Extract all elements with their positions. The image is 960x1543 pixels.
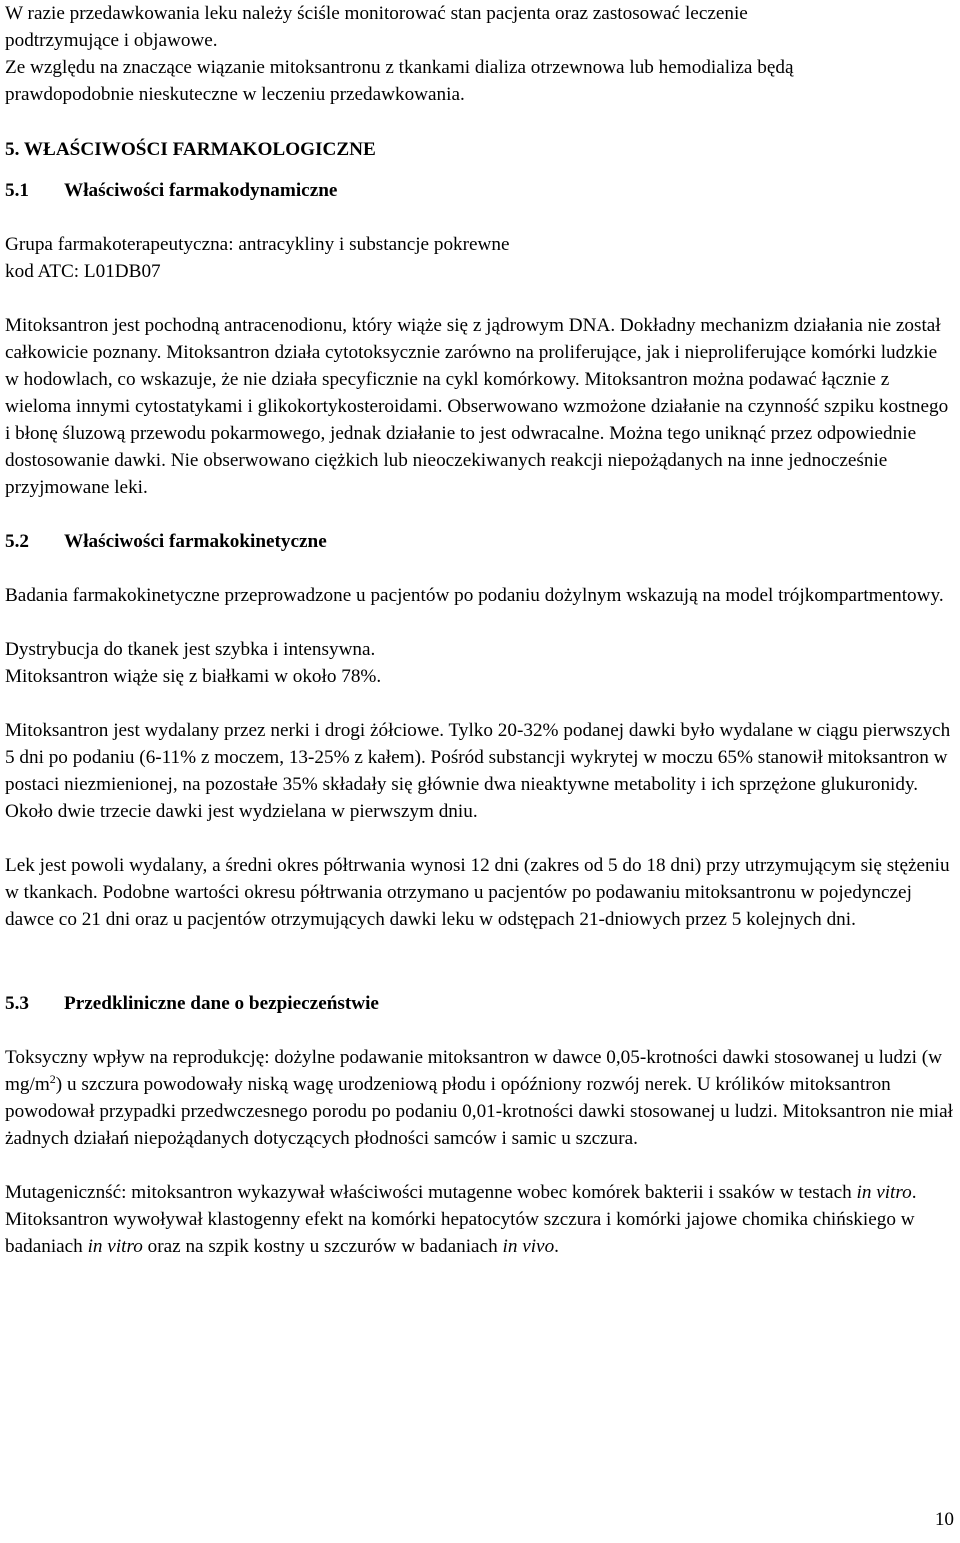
pharmacotherapeutic-group: Grupa farmakoterapeutyczna: antracykliny i substancje pokrewne (5, 234, 510, 255)
protein-binding-line: Mitoksantron wiąże się z białkami w około 78%. (5, 666, 382, 687)
section-5-heading: 5. WŁAŚCIWOŚCI FARMAKOLOGICZNE (5, 139, 376, 160)
text-run: Toksyczny wpływ na reprodukcję: dożylne podawanie mitoksantron w dawce 0,05-krotności dawki stosowanej u ludzi (w mg/m (5, 1047, 943, 1095)
section-title: Przedkliniczne dane o bezpieczeństwie (64, 993, 379, 1014)
page-number: 10 (934, 1509, 954, 1530)
section-5-3-heading (5, 990, 955, 1017)
mutagenicity-paragraph (5, 1179, 955, 1260)
pharmacokinetics-model-paragraph: Badania farmakokinetyczne przeprowadzone u pacjentów po podaniu dożylnym wskazują na model trójkompartmentowy. (5, 585, 944, 606)
spacer (5, 933, 955, 963)
text-line: podtrzymujące i objawowe. (5, 30, 218, 51)
italic-term: in vitro (856, 1182, 912, 1203)
italic-term: in vitro (87, 1236, 143, 1257)
text-line: prawdopodobnie nieskuteczne w leczeniu przedawkowania. (5, 84, 465, 105)
atc-code: kod ATC: L01DB07 (5, 261, 161, 282)
distribution-line: Dystrybucja do tkanek jest szybka i intensywna. (5, 639, 376, 660)
half-life-paragraph: Lek jest powoli wydalany, a średni okres półtrwania wynosi 12 dni (zakres od 5 do 18 dni) przy utrzymującym się stężeniu w tkankach. Podobne wartości okresu półtrwania otrzymano u pacjentów po podawaniu mitoksantronu w pojedynczej dawce co 21 dni oraz u pacjentów otrzymujących dawki leku w odstępach 21-dniowych przez 5 kolejnych dni. (5, 855, 950, 930)
text-run: oraz na szpik kostny u szczurów w badaniach (142, 1236, 503, 1257)
elimination-paragraph: Mitoksantron jest wydalany przez nerki i drogi żółciowe. Tylko 20-32% podanej dawki było wydalane w ciągu pierwszych 5 dni po podaniu (6-11% z moczem, 13-25% z kałem). Pośród substancji wykrytej w moczu 65% stanowił mitoksantron w postaci niezmienionej, na pozostałe 35% składały się głównie dwa nieaktywne metabolity i ich sprzężone glukuronidy. Około dwie trzecie dawki jest wydzielana w pierwszym dniu. (5, 720, 951, 822)
section-number: 5.3 (5, 993, 29, 1014)
overdose-paragraph (5, 0, 955, 108)
superscript: 2 (49, 1072, 56, 1086)
section-number: 5.2 (5, 531, 29, 552)
text-run: Mutagenicznść: mitoksantron wykazywał właściwości mutagenne wobec komórek bakterii i ssaków w testach (5, 1182, 857, 1203)
section-title: Właściwości farmakokinetyczne (64, 531, 327, 552)
text-run: . (554, 1236, 559, 1257)
text-run: ) u szczura powodowały niską wagę urodzeniową płodu i opóźniony rozwój nerek. U królików mitoksantron powodował przypadki przedwczesnego porodu po podaniu 0,01-krotności dawki stosowanej u ludzi. Mitoksantron nie miał żadnych działań niepożądanych dotyczących płodności samców i samic u szczura. (5, 1074, 953, 1149)
section-5-1-heading (5, 177, 955, 204)
pharmacodynamics-paragraph: Mitoksantron jest pochodną antracenodionu, który wiąże się z jądrowym DNA. Dokładny mechanizm działania nie został całkowicie poznany. Mitoksantron działa cytotoksycznie zarówno na proliferujące, jak i nieproliferujące komórki ludzkie w hodowlach, co wskazuje, że nie działa specyficznie na cykl komórkowy. Mitoksantron można podawać łącznie z wieloma innymi cytostatykami i glikokortykosteroidami. Obserwowano wzmożone działanie na czynność szpiku kostnego i błonę śluzową przewodu pokarmowego, jednak działanie to jest odwracalne. Można tego uniknąć przez odpowiednie dostosowanie dawki. Nie obserwowano ciężkich lub nieoczekiwanych reakcji niepożądanych na inne jednocześnie przyjmowane leki. (5, 315, 949, 498)
section-5-2-heading (5, 528, 955, 555)
section-number: 5.1 (5, 180, 29, 201)
section-title: Właściwości farmakodynamiczne (64, 180, 338, 201)
text-line: Ze względu na znaczące wiązanie mitoksantronu z tkankami dializa otrzewnowa lub hemodializa będą (5, 57, 794, 78)
spacer (5, 963, 955, 990)
document-page (5, 0, 955, 1260)
text-run: . Mitoksantron wywoływał klastogenny efekt na komórki hepatocytów szczura i komórki jajowe chomika chińskiego w badaniach (5, 1182, 917, 1257)
italic-term: in vivo (502, 1236, 555, 1257)
reproductive-toxicity-paragraph (5, 1044, 955, 1152)
text-line: W razie przedawkowania leku należy ściśle monitorować stan pacjenta oraz zastosować leczenie (5, 3, 748, 24)
